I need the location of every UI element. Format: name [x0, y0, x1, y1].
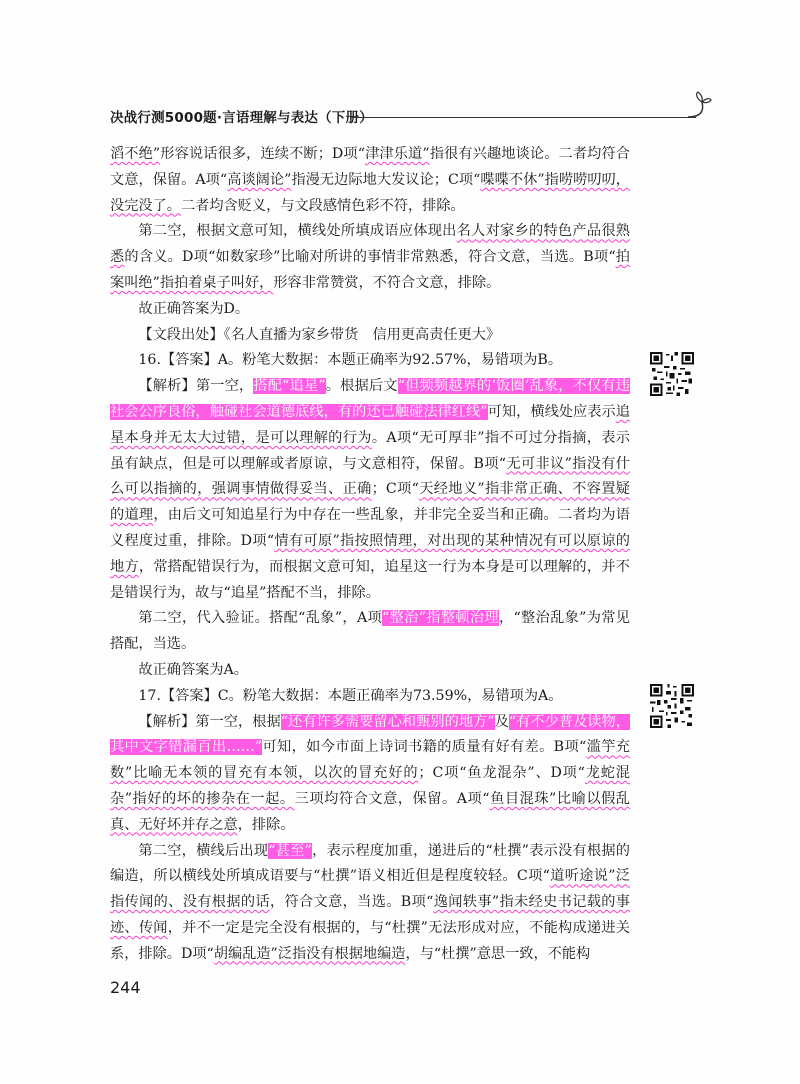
- wavy-underlined-text: 胡编乱造”泛指没有根据地编造: [213, 945, 406, 962]
- paragraph: [110, 348, 630, 374]
- wavy-underlined-text: 龙蛇混杂”指好的坏的掺杂在一起。: [110, 765, 630, 807]
- text-segment: 第二空，代入验证。搭配“乱象”，A项: [138, 610, 383, 627]
- text-segment: 。A项“无可厚非”指不可过分指摘，表示虽有缺点，但是可以理解或者原谅，与文意相符，保留。B项“: [110, 429, 630, 472]
- wavy-underlined-text: 津津乐道”: [364, 146, 430, 162]
- text-segment: 第二空，横线后出现: [138, 842, 269, 859]
- wavy-underlined-text: 滥竽充数”比喻无本领的冒充有本领，以次的冒充好的: [110, 739, 630, 782]
- paragraph: [110, 323, 630, 349]
- text-segment: ；C项“: [371, 481, 419, 498]
- text-segment: 故正确答案为A。: [138, 661, 248, 678]
- text-segment: 的含义。D项“如数家珍”比喻对所讲的事情非常熟悉，符合文意，当选。B项“: [124, 249, 616, 266]
- wavy-underlined-text: 情有可原”指按照情理，对出现的某种情况有可以原谅的地方: [110, 532, 630, 575]
- paragraph: [110, 297, 630, 323]
- page-header: [110, 102, 710, 130]
- wavy-underlined-text: 逸闻轶事”指未经史书记载的事迹、传闻: [110, 894, 630, 936]
- paragraph: [110, 606, 630, 658]
- sprout-icon: [682, 90, 712, 120]
- text-segment: 指很有兴趣地谈论。二者均符合文意，保留。A项“: [110, 146, 630, 188]
- text-segment: ，排除。: [237, 816, 295, 833]
- paragraph: [110, 710, 630, 839]
- paragraph: [110, 219, 630, 296]
- wavy-underlined-text: 指唠唠叨叨，没完没了。: [110, 171, 630, 214]
- highlighted-text: 搭配“追星”: [253, 378, 326, 395]
- text-segment: 。根据后文: [325, 378, 398, 395]
- wavy-underlined-text: 名人对家乡的特色产品很熟悉: [110, 223, 630, 266]
- text-segment: 形容说话很多，连续不断；D项“: [160, 146, 365, 162]
- text-segment: 17.【答案】C。粉笔大数据：本题正确率为73.59%，易错项为A。: [138, 687, 563, 704]
- text-segment: 16.【答案】A。粉笔大数据：本题正确率为92.57%，易错项为B。: [138, 352, 563, 369]
- wavy-underlined-text: 道听途说”泛指传闻的、没有根据的话: [110, 868, 630, 911]
- text-segment: ，“整治乱象”为常见搭配，当选。: [110, 610, 630, 653]
- text-segment: 及: [494, 713, 509, 730]
- text-segment: 三项均符合文意，保留。A项“: [294, 790, 490, 807]
- wavy-underlined-text: 追星本身并无太大过错，是可以理解的行为: [110, 403, 630, 446]
- header-rule: [350, 117, 696, 118]
- text-segment: ，并不一定是完全没有根据的，与“杜撰”无法形成对应，不能构成递进关系，排除。D项“: [110, 919, 630, 962]
- highlighted-text: “甚至”: [268, 842, 312, 859]
- text-segment: 可知，横线处应表示: [487, 403, 616, 420]
- wavy-underlined-text: 天经地义”指非常正确、不容置疑的道理: [110, 481, 630, 524]
- text-segment: ，常搭配错误行为，而根据文意可知，追星这一行为本身是可以理解的，并不是错误行为，故与“追星”搭配不当，排除。: [110, 558, 630, 601]
- text-segment: 【解析】第一空，: [138, 378, 254, 395]
- text-segment: ；C项“鱼龙混杂”、D项“: [418, 765, 585, 782]
- paragraph: [110, 839, 630, 968]
- wavy-underlined-text: 滔不绝”: [110, 146, 161, 162]
- qr-code-16-icon[interactable]: [650, 352, 694, 396]
- answer-explanation-body: [110, 142, 630, 968]
- text-segment: 二者均含贬义，与文段感情色彩不符，排除。: [180, 197, 465, 214]
- highlighted-text: “还有许多需要留心和甄别的地方”: [280, 713, 495, 730]
- text-segment: ，符合文意，当选。B项“: [269, 894, 434, 911]
- paragraph: [110, 658, 630, 684]
- wavy-underlined-text: 喋喋不休”: [480, 171, 545, 188]
- paragraph: [110, 684, 630, 710]
- text-segment: 可知，如今市面上诗词书籍的质量有好有差。B项“: [262, 739, 587, 756]
- text-segment: 形容非常赞赏，不符合文意，排除。: [273, 274, 501, 291]
- wavy-underlined-text: 高谈阔论”: [227, 171, 292, 188]
- text-segment: 第二空，根据文意可知，横线处所填成语应体现出: [138, 223, 457, 240]
- highlighted-text: “有不少普及读物，其中文字错漏百出……”: [110, 713, 630, 756]
- wavy-underlined-text: 无可非议”指没有什么可以指摘的，强调事情做得妥当、正确: [110, 455, 630, 498]
- highlighted-text: “但频频越界的‘饭圈’乱象，不仅有违社会公序良俗，触碰社会道德底线，有的还已触碰法律红线”: [110, 378, 630, 420]
- text-segment: 指漫无边际地大发议论；C项“: [291, 171, 481, 188]
- text-segment: 【解析】第一空，根据: [138, 713, 281, 730]
- paragraph: [110, 142, 630, 219]
- page-number: 244: [110, 978, 141, 997]
- qr-code-17-icon[interactable]: [650, 684, 694, 728]
- text-segment: ，与“杜撰”意思一致，不能构: [405, 945, 591, 962]
- wavy-underlined-text: 拍案叫绝”指拍着桌子叫好，: [110, 249, 630, 291]
- text-segment: ，表示程度加重，递进后的“杜撰”表示没有根据的编造，所以横线处所填成语要与“杜撰”语义相近但是程度较轻。C项“: [110, 842, 630, 885]
- highlighted-text: “整治”指整顿治理: [382, 610, 499, 627]
- paragraph: [110, 374, 630, 606]
- wavy-underlined-text: 鱼目混珠”比喻以假乱真、无好坏并存之意: [110, 790, 630, 833]
- text-segment: 【文段出处】《名人直播为家乡带货 信用更高责任更大》: [138, 326, 501, 343]
- text-segment: ，由后文可知追星行为中存在一些乱象，并非完全妥当和正确。二者均为语义程度过重，排除。D项“: [110, 507, 630, 549]
- header-title: 决战行测5000题·言语理解与表达（下册）: [110, 110, 373, 126]
- text-segment: 故正确答案为D。: [138, 300, 250, 317]
